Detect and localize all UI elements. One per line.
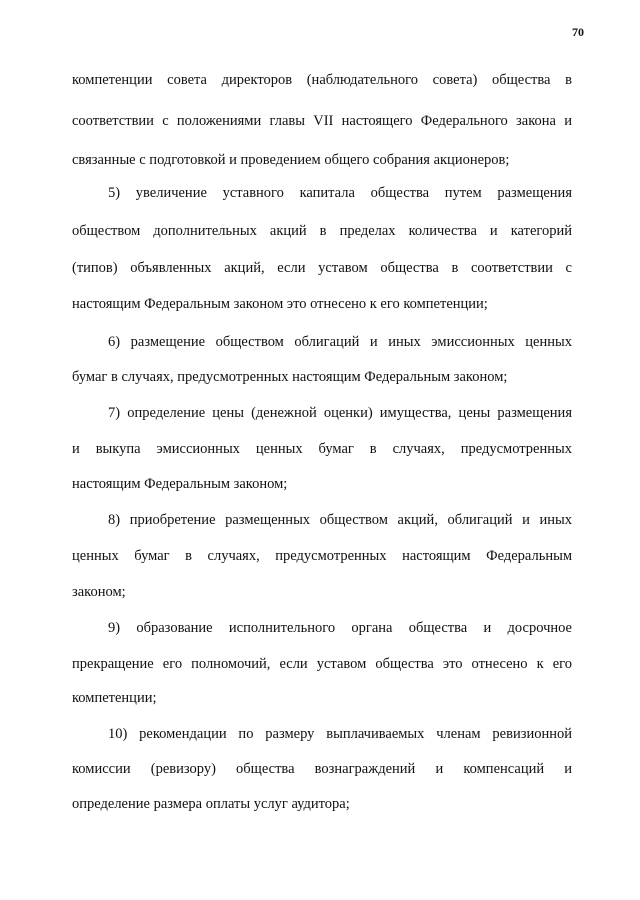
text-line: 5) увеличение уставного капитала общества путем размещения	[108, 185, 572, 201]
text-line: 6) размещение обществом облигаций и иных эмиссионных ценных	[108, 334, 572, 350]
text-line: соответствии с положениями главы VII настоящего Федерального закона и	[72, 113, 572, 129]
text-line: прекращение его полномочий, если уставом общества это отнесено к его	[72, 656, 572, 672]
text-line: бумаг в случаях, предусмотренных настоящим Федеральным законом;	[72, 369, 508, 385]
text-line: 9) образование исполнительного органа общества и досрочное	[108, 620, 572, 636]
text-line: 8) приобретение размещенных обществом акций, облигаций и иных	[108, 512, 572, 528]
text-line: определение размера оплаты услуг аудитора;	[72, 796, 350, 812]
text-line: компетенции;	[72, 690, 157, 706]
text-line: 7) определение цены (денежной оценки) имущества, цены размещения	[108, 405, 572, 421]
text-line: обществом дополнительных акций в пределах количества и категорий	[72, 223, 572, 239]
page-number: 70	[572, 25, 584, 39]
text-line: настоящим Федеральным законом;	[72, 476, 288, 492]
text-line: 10) рекомендации по размеру выплачиваемых членам ревизионной	[108, 726, 572, 742]
text-line: и выкупа эмиссионных ценных бумаг в случаях, предусмотренных	[72, 441, 572, 457]
text-line: комиссии (ревизору) общества вознаграждений и компенсаций и	[72, 761, 572, 777]
text-line: компетенции совета директоров (наблюдательного совета) общества в	[72, 72, 572, 88]
text-line: (типов) объявленных акций, если уставом общества в соответствии с	[72, 260, 572, 276]
text-line: ценных бумаг в случаях, предусмотренных настоящим Федеральным	[72, 548, 572, 564]
text-line: связанные с подготовкой и проведением общего собрания акционеров;	[72, 152, 510, 168]
text-line: законом;	[72, 584, 126, 600]
text-line: настоящим Федеральным законом это отнесено к его компетенции;	[72, 296, 488, 312]
